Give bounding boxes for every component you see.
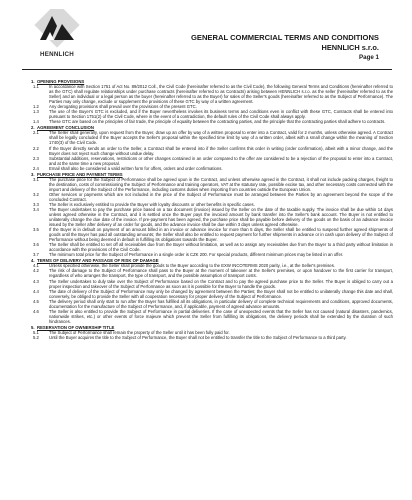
clause-text: Email shall also be considered a valid written form for offers, orders and order confirmations. — [49, 165, 223, 171]
clause — [22, 268, 393, 278]
clause-number: 3.3 — [33, 201, 39, 207]
clause-number: 3.1 — [33, 176, 39, 182]
clause-number: 4.5 — [33, 298, 39, 304]
clause-number: 2.2 — [33, 145, 39, 151]
clause — [22, 119, 393, 124]
section — [22, 325, 393, 340]
clause — [22, 109, 393, 119]
clause — [22, 299, 393, 309]
section-title: OPENING PROVISIONS — [37, 79, 85, 84]
clause-text: The Buyer undertakes to pay the purchase price based on a tax document (invoice) issued by the Seller on the date of the taxable supply. The invoice shall be due within 14 days unless agreed otherwise in the Contract, and it is settled once the Buyer pays the invoiced amount by bank transfer into the Seller's bank account. The Buyer is not entitled to unilaterally change the due date of the invoice. If pre-payment has been agreed, the purchase price shall be payable before delivery of the goods on the basis of an advance invoice issued by the Seller after delivery of an order for goods, and the advance invoice shall be due within 3 days unless agreed otherwise. — [49, 206, 393, 228]
document-title: GENERAL COMMERCIAL TERMS AND CONDITIONS — [190, 33, 379, 42]
section-number: 1. — [31, 79, 35, 84]
clause-number: 2.1 — [33, 130, 39, 136]
clause-number: 4.1 — [33, 263, 39, 269]
clause-text: The risk of damage to the Subject of Performance shall pass to the Buyer at the moment of takeover at the Seller's premises, or upon handover to the first carrier for transport, regardless of who arranges the transport, the type of transport, and the possible assumption of transport costs. — [49, 268, 393, 279]
clause-number: 4.2 — [33, 268, 39, 274]
clause — [22, 156, 393, 166]
clause — [22, 289, 393, 299]
clause-number: 4.4 — [33, 288, 39, 294]
clause-text: In accordance with Section 1751 of Act No. 89/2012 Coll., the Civil Code (hereinafter referred to as the Civil Code), the following General Terms and Conditions (hereinafter referred to as the GTC) shall regulate relationships under purchase contracts (hereinafter referred to as Contracts) arising between HENNLICH s.r.o. as the seller (hereinafter referred to as the Seller) and an individual or a legal person as the buyer (hereinafter referred to as the Buyer) for sales of the Seller's goods (hereinafter referred to as the Subject of Performance). The Parties may only change, exclude or supplement the provisions of these GTC by way of a written agreement. — [49, 84, 393, 105]
clause-text: These GTC are based on the principles of fair trade, the principle of equality between the contracting parties, and the principle that the contracting parties shall adhere to contracts. — [49, 119, 386, 125]
hennlich-logo-mark — [32, 9, 82, 49]
clause-number: 2.3 — [33, 155, 39, 161]
clause-text: The minimum total price for the Subject of Performance in a single order is CZK 200. For special products, different minimum prices may be listed in an offer. — [49, 252, 344, 258]
section-title: AGREEMENT CONCLUSION — [37, 125, 94, 131]
clause-number: 3.7 — [33, 252, 39, 258]
section-title: RESERVATION OF OWNERSHIP TITLE — [37, 324, 115, 330]
clause-number: 2.4 — [33, 165, 39, 171]
clause-text: The Seller shall generally, upon request from the Buyer, draw up an offer by way of a written proposal to enter into a Contract, valid for 2 months, unless otherwise agreed. A Contract shall be legally concluded if the Buyer accepts the Seller's proposal within the specified time limit by way of a written order, albeit with a small change within the meaning of Section 1740(3) of the Civil Code. — [49, 130, 393, 146]
clause-text: Other services or payments which are not included in the price of the Subject of Performance must be arranged between the Parties by an agreement beyond the scope of the concluded Contract. — [49, 191, 393, 202]
clause — [22, 207, 393, 227]
clause-text: Until the Buyer acquires the title to the Subject of Performance, the Buyer shall not be entitled to transfer the title to the Subject of Performance to a third party. — [49, 334, 347, 340]
clause-number: 3.6 — [33, 242, 39, 248]
clause-text: Substantial additions, reservations, restrictions or other changes contained in an order compared to the offer are considered to be a rejection of the proposal to enter into a Contract, and at the same time a new proposal. — [49, 155, 393, 166]
terms-body — [22, 79, 393, 341]
clause — [22, 130, 393, 145]
clause-number: 5.2 — [33, 334, 39, 340]
clause — [22, 146, 393, 156]
clause-number: 3.2 — [33, 191, 39, 197]
clause-text: The date of delivery of the Subject of Performance may only be changed by agreement between the Parties; the Buyer shall not be entitled to unilaterally change this date and shall, conversely, be obliged to provide the Seller with all cooperation necessary for proper delivery of the Subject of Performance. — [49, 288, 393, 299]
clause — [22, 252, 393, 257]
clause — [22, 242, 393, 252]
clause-text: The use of the Buyer's GTC is excluded, and if the Buyer nevertheless invokes its business terms and conditions even in conflict with these GTC, Contracts shall be entered into pursuant to Section 1751(2) of the Civil Code, where in the event of a contradiction, the default rules of the Civil Code shall always apply. — [49, 109, 393, 120]
clause-text: If the Buyer directly sends an order to the Seller, a Contract shall be entered into if the Seller confirms this order in writing (order confirmation), albeit with a minor change, and the Buyer does not reject such change without undue delay. — [49, 145, 393, 156]
clause-text: If the Buyer is in default on payment of an amount billed in an invoice or advance invoice for more than 5 days, the Seller shall be entitled to suspend further agreed shipments of goods until the Buyer has paid all outstanding amounts; the Seller shall also be entitled to request payment for further shipments in advance or in cash upon delivery of the Subject of Performance without being deemed in default in fulfilling its obligations towards the Buyer. — [49, 227, 393, 243]
clause — [22, 227, 393, 242]
clause-number: 1.4 — [33, 119, 39, 125]
clause — [22, 84, 393, 104]
clause-number: 4.6 — [33, 308, 39, 314]
brand-name: HENNLICH — [40, 51, 74, 58]
clause-text: Unless specified otherwise, the Seller shall provide the goods to the Buyer according to the EXW INCOTERMS 2020 parity, i.e., at the Seller's premises. — [49, 263, 336, 269]
company-name: HENNLICH s.r.o. — [321, 43, 379, 52]
clause-number: 3.4 — [33, 206, 39, 212]
clause — [22, 192, 393, 202]
section-number: 2. — [31, 125, 35, 131]
clause-number: 1.3 — [33, 109, 39, 115]
clause — [22, 166, 393, 171]
clause-text: The purchase price for the Subject of Performance shall be agreed upon in the Contract, and unless otherwise agreed in the Contract, it shall not include packing charges, freight to the destination, costs of commissioning the Subject of Performance and training operators, VAT at the statutory rate, possible excise tax, and other necessary costs connected with the import and delivery of the Subject of the Performance, including customs duties when importing from countries outside the European Union. — [49, 176, 393, 192]
clause-text: The Seller shall be entitled to set off all receivables due from the Buyer without limitation, as well as to assign any receivables due from the Buyer to a third party without limitation in accordance with the provisions of the Civil Code. — [49, 242, 393, 253]
clause-number: 4.3 — [33, 278, 39, 284]
clause-text: The Subject of Performance shall remain the property of the Seller until it has been fully paid for. — [49, 329, 230, 335]
section-number: 5. — [31, 324, 35, 330]
section — [22, 79, 393, 124]
section — [22, 258, 393, 324]
clause-number: 5.1 — [33, 329, 39, 335]
clause-number: 1.1 — [33, 84, 39, 90]
document-header — [191, 33, 379, 63]
clause-number: 1.2 — [33, 104, 39, 110]
header-divider — [22, 69, 392, 70]
clause-text: The Seller is exclusively entitled to provide the Buyer with loyalty discounts or other benefits in specific cases. — [49, 201, 255, 207]
section-title: TERMS OF DELIVERY AND PASSAGE OF RISK OF DAMAGE — [37, 258, 159, 264]
clause — [22, 177, 393, 192]
section-title: PURCHASE PRICE AND PAYMENT TERMS — [37, 171, 123, 177]
clause — [22, 279, 393, 289]
company-logo — [32, 9, 82, 58]
clause-number: 3.5 — [33, 227, 39, 233]
page-number: Page 1 — [359, 54, 379, 61]
section-number: 3. — [31, 171, 35, 177]
clause — [22, 335, 393, 340]
clause-text: Any derogating provisions shall prevail over the provisions of the present GTC. — [49, 104, 197, 110]
clause-text: The Seller undertakes to duly take over the Subject of Performance based on the Contract and to pay the agreed purchase price to the Seller. The Buyer is obliged to carry out a proper inspection and takeover of the Subject of Performance as soon as it is possible for the Buyer to handle the goods. — [49, 278, 393, 289]
section-number: 4. — [31, 258, 35, 264]
section — [22, 172, 393, 258]
clause — [22, 309, 393, 324]
clause-text: The Seller is also entitled to provide the Subject of Performance in partial deliveries. If the case of unexpected events that the Seller has not caused (natural disasters, pandemics, nationwide strikes, etc.) or other events of force majeure which prevent the Seller from fulfilling its obligations, the delivery periods shall be extended by the duration of such hindrances. — [49, 308, 393, 324]
section — [22, 125, 393, 170]
clause-text: The delivery period shall only start to run after the Buyer has fulfilled all its obligations, in particular delivery of complete technical requirements and conditions, approved documents, documentation for the manufacture of the Subject of Performance, and, if applicable, payment of agreed advance amounts. — [49, 298, 393, 309]
